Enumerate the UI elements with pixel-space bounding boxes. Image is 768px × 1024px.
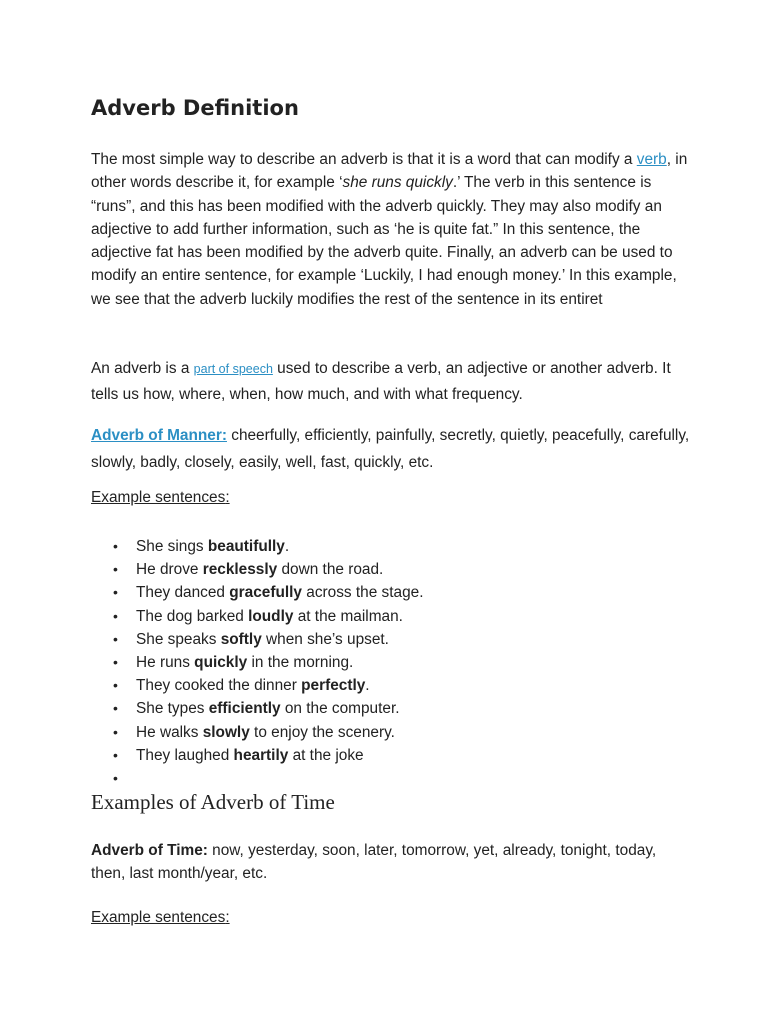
item-text: in the morning. [247, 653, 354, 671]
item-text: She types [136, 700, 209, 718]
item-adverb: slowly [202, 723, 250, 741]
list-item [91, 558, 691, 581]
item-text: when she’s upset. [261, 630, 389, 648]
definition-paragraph [91, 356, 691, 408]
intro-example-italic: she runs quickly [342, 174, 453, 192]
manner-example-list [91, 535, 691, 790]
list-item-empty [91, 767, 691, 790]
item-adverb: quickly [194, 653, 248, 671]
time-section-heading: Examples of Adverb of Time [91, 790, 335, 814]
item-adverb: perfectly [301, 677, 366, 695]
manner-paragraph [91, 422, 691, 476]
item-text: He runs [136, 653, 195, 671]
item-text: across the stage. [301, 584, 424, 602]
example-label-colon: : [225, 909, 230, 926]
item-text: . [284, 538, 290, 555]
item-text: They laughed [136, 746, 234, 764]
item-adverb: loudly [248, 607, 294, 625]
item-adverb: heartily [233, 746, 289, 764]
item-text: at the joke [288, 746, 364, 764]
list-item [91, 697, 691, 720]
item-text: He drove [136, 561, 203, 579]
list-item [91, 605, 691, 628]
example-label-colon: : [225, 489, 230, 506]
adverb-of-manner-link[interactable]: Adverb of Manner: [91, 427, 227, 444]
definition-text-pre: An adverb is a [91, 360, 194, 377]
list-item [91, 744, 691, 767]
verb-link[interactable]: verb [636, 151, 667, 168]
item-text: . [365, 677, 370, 695]
example-sentences-label [91, 489, 230, 507]
item-text: down the road. [277, 561, 384, 579]
example-label-text: Example sentences [91, 909, 226, 926]
item-adverb: recklessly [202, 561, 278, 579]
item-text: They cooked the dinner [136, 677, 302, 695]
list-item [91, 535, 691, 558]
time-paragraph [91, 839, 691, 886]
page-title: Adverb Definition [91, 96, 299, 120]
manner-words: cheerfully, efficiently, painfully, secretly, quietly, peacefully, carefully, slowly, badly, closely, easily, well, fast, quickly, etc. [91, 427, 690, 471]
list-item [91, 581, 691, 604]
intro-text-2: , in other words describe it, for example ‘ [91, 151, 688, 192]
definition-text-post: used to describe a verb, an adjective or another adverb. It tells us how, where, when, how much, and with what frequency. [91, 360, 671, 403]
item-text: to enjoy the scenery. [249, 723, 395, 741]
list-item [91, 628, 691, 651]
item-text: at the mailman. [293, 607, 403, 625]
adverb-of-time-label: Adverb of Time: [91, 842, 208, 859]
item-text: on the computer. [280, 700, 400, 718]
item-adverb: gracefully [229, 584, 302, 602]
list-item [91, 674, 691, 697]
time-words: now, yesterday, soon, later, tomorrow, yet, already, tonight, today, then, last month/year, etc. [91, 842, 657, 883]
item-text: The dog barked [136, 607, 249, 625]
list-item [91, 651, 691, 674]
item-text: She sings [136, 538, 208, 555]
example-label-text: Example sentences [91, 489, 226, 506]
intro-text-1: The most simple way to describe an adverb is that it is a word that can modify a [91, 151, 637, 168]
list-item [91, 721, 691, 744]
item-adverb: beautifully [207, 538, 285, 555]
item-adverb: efficiently [208, 700, 281, 718]
example-sentences-label-time [91, 909, 230, 927]
item-text: He walks [136, 723, 203, 741]
item-text: She speaks [136, 630, 221, 648]
intro-paragraph [91, 148, 691, 311]
item-adverb: softly [220, 630, 262, 648]
item-text: They danced [136, 584, 230, 602]
intro-text-3: .’ The verb in this sentence is “runs”, and this has been modified with the adverb quickly. They may also modify an adjective to add further information, such as ‘he is quite fat.” In this sentence, the adjective fat has been modified by the adverb quite. Finally, an adverb can be used to modify an entire sentence, for example ‘Luckily, I had enough money.’ In this example, we see that the adverb luckily modifies the rest of the sentence in its entiret [91, 174, 677, 308]
part-of-speech-link[interactable]: part of speech [193, 362, 273, 376]
